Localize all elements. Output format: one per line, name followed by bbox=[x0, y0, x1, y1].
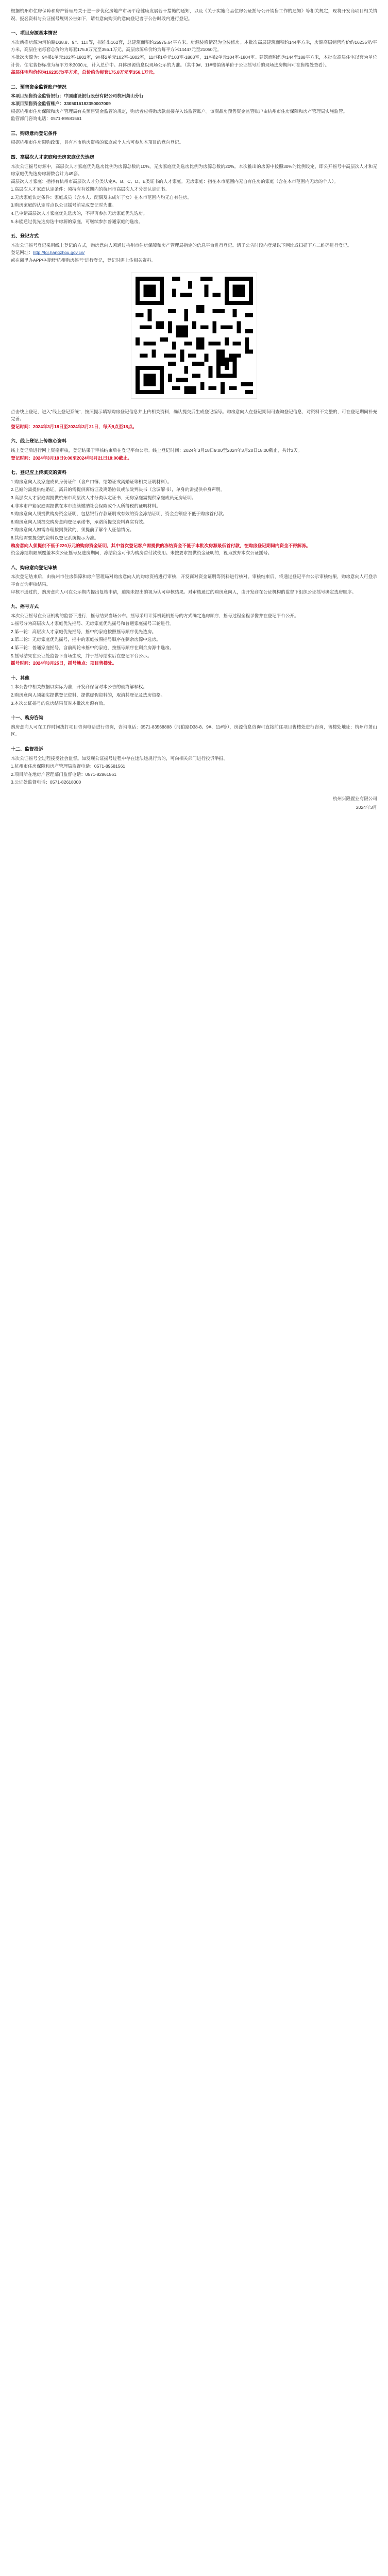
list-item: 1.摇号分为高层次人才家庭优先摇号、无房家庭优先摇号和普通家庭摇号三轮进行。 bbox=[11, 621, 174, 626]
section-title: 四、高层次人才家庭和无房家庭优先选房 bbox=[11, 154, 95, 160]
list-item: 3.高层次人才家庭需提供杭州市高层次人才分类认定证书，无房家庭需提供家庭成员无房证明。 bbox=[11, 495, 196, 500]
section-body-2: 高层次人才家庭：指持有杭州市高层次人才分类认定A、B、C、D、E类证书的人才家庭。无房家庭：指在本市范围内无自有住房的家庭（含在本市范围内无房的个人）。 bbox=[11, 178, 339, 184]
list-item: 2.第一轮：高层次人才家庭优先摇号，摇中的家庭按照摇号顺序优先选房。 bbox=[11, 629, 157, 634]
intro-paragraph: 根据杭州市住房保障和房产管理局关于进一步优化房地产市场平稳健康发展若干措施的通知，以及《关于实施商品住房公证摇号公开销售工作的通知》等相关规定，现将开发商项目相关情况、报名资料与公证摇号规则公告如下，请有意向购买的意向登记者于公告时段内进行登记。 bbox=[11, 8, 377, 21]
section-online-upload bbox=[11, 437, 377, 462]
list-item: 5.购房意向人须提供购房资金证明，包括银行存款证明或有效的资金冻结证明，资金金额应不低于购房首付款。 bbox=[11, 511, 227, 517]
list-item: 4.第三轮：普通家庭摇号，含前两轮未摇中的家庭，按摇号顺序在剩余房源中选房。 bbox=[11, 645, 174, 651]
qr-code-wrap bbox=[11, 273, 377, 399]
section-body: 点击线上登记，进入"线上登记系统"，按照提示填写购房登记信息并上传相关资料，确认提交后生成登记编号。购房意向人在登记期间可查询登记信息，对资料不完整的，可在登记期间补充完善。 bbox=[11, 409, 377, 422]
escrow-phone: 监管部门咨询电话：0571-89581561 bbox=[11, 116, 82, 122]
escrow-desc: 根据杭州市住房保障和房产管理局有关预售资金监管的规定，购房者应将购房款直接存入该监管账户。该商品房预售资金监管账户由杭州市住房保障和房产管理局实施监管。 bbox=[11, 108, 348, 114]
list-item: 3.公证处监督电话：0571-82618000 bbox=[11, 779, 81, 785]
list-item: 4.已申请高层次人才家庭优先选房的，不得再参加无房家庭优先选房。 bbox=[11, 211, 147, 216]
section-documents bbox=[11, 469, 377, 557]
section-eligibility bbox=[11, 130, 377, 146]
register-time-value: 2024年3月18日至2024年3月21日，每天9点至18点。 bbox=[32, 423, 137, 429]
section-body: 本次公证摇号登记采用线上登记的方式，购房意向人须通过杭州市住房保障和房产管理局指定的信息平台进行登记。请于公告时段内登录以下网址或扫描下方二维码进行登记。 bbox=[11, 242, 352, 248]
section-other bbox=[11, 674, 377, 707]
list-item: 1.购房意向人及家庭成员身份证件（含户口簿、结婚证或离婚证等相关证明材料）。 bbox=[11, 479, 172, 484]
section-title: 一、项目房源基本情况 bbox=[11, 30, 58, 36]
section-lottery bbox=[11, 603, 377, 667]
section-body: 本次新推房源为河伯路D38.8、9#、11#等，拟推出162套，总建筑面积约25975.64平方米。房源装修情况为全装修房。本批次高层建筑面积约144平方米，房源高层销售均价约16235元/平方米，高层住宅每套总价约为每套175.8万元至356.1万元，高层房源单价约为每平方米14447元至21050元。 bbox=[11, 39, 377, 53]
section-body: 本次登记结束后，由杭州市住房保障和房产管理局对购房意向人的购房资格进行审核，开发商对资金证明等资料进行核对。审核结束后，将通过登记平台公示审核结果，购房意向人可登录平台查询审核结果。 bbox=[11, 574, 377, 587]
section-title: 七、登记应上传填交的资料 bbox=[11, 470, 67, 476]
price-highlight: 高层住宅均价约为16235元/平方米，总价约为每套175.8万元至356.1万元。 bbox=[11, 70, 158, 75]
section-detail: 本批次房源为：9#楼1单元102室-1802室，9#楼2单元102室-1802室，11#楼1单元103室-1803室，11#楼2单元104室-1804室。建筑面积约为144至188平方米，本批次高层住宅以套为单位计价。住宅装修标准为每平方米3000元，计入总价中。具体房源信息以现场公示的为准。（其中9#、11#楼销售单价于公证摇号后的现场选房期间可在售楼处查看）。 bbox=[11, 54, 377, 67]
list-item: 2.项目所在地房产管理部门监督电话：0571-82861561 bbox=[11, 771, 116, 777]
qr-code-icon bbox=[136, 277, 253, 394]
section-supervision bbox=[11, 745, 377, 786]
register-site bbox=[11, 249, 377, 257]
signature-block bbox=[11, 794, 377, 812]
signature-company: 杭州兴隆置业有限公司 bbox=[333, 795, 377, 801]
register-time-label: 登记时间： bbox=[11, 423, 33, 429]
section-review bbox=[11, 564, 377, 596]
section-body: 本次公证摇号房源中，高层次人才家庭优先选房比例为房源总数的10%，无房家庭优先选房比例为房源总数的20%。本次推出的房源中按照30%的比例设定，即公开摇号中高层次人才和无房家庭优先选房房源数合计为49套。 bbox=[11, 163, 377, 177]
list-item: 6.购房意向人须提交购房意向登记承诺书，承诺所提交资料真实有效。 bbox=[11, 519, 147, 524]
register-note: 或在浙里办APP中搜索"杭州购房摇号"进行登记，登记时需上传相关资料。 bbox=[11, 258, 156, 263]
section-register-method bbox=[11, 232, 377, 264]
list-item: 3.第二轮：无房家庭优先摇号，摇中的家庭按照摇号顺序在剩余房源中选房。 bbox=[11, 637, 161, 642]
list-item: 7.购房意向人如需办理按揭贷款的，须提前了解个人征信情况。 bbox=[11, 527, 134, 533]
section-tail: 资金冻结期限须覆盖本次公证摇号及选房期间，冻结资金可作为购房首付款使用。未按要求提供资金证明的，视为放弃本次公证摇号。 bbox=[11, 550, 273, 556]
list-item: 8.其他需要提交的资料以登记系统提示为准。 bbox=[11, 535, 99, 540]
section-body: 根据杭州市住房限购政策，具有本市购房资格的家庭或个人均可参加本项目的意向登记。 bbox=[11, 140, 184, 145]
register-time bbox=[11, 423, 377, 431]
signature-date: 2024年3月 bbox=[356, 804, 377, 810]
section-title: 三、购房意向登记条件 bbox=[11, 130, 58, 136]
list-item: 2.购房意向人须如实提供登记资料，提供虚假资料的，取消其登记及选房资格。 bbox=[11, 692, 165, 698]
section-body: 本次公证摇号在公证机构的监督下进行，摇号结果当场公布。摇号采用计算机随机摇号的方式确定选房顺序，摇号过程全程录像并在登记平台公开。 bbox=[11, 613, 299, 618]
section-body: 购房意向人可在工作时间拨打项目咨询电话进行咨询，咨询电话：0571-83568888（河伯路D38-8、9#、11#等），房源信息咨询可直接前往项目售楼处进行咨询，售楼处地址：杭州市萧山区。 bbox=[11, 724, 377, 737]
section-escrow bbox=[11, 83, 377, 123]
section-body-2: 审核不通过的，购房意向人可在公示期内提出复核申请，逾期未提出的视为认可审核结果。对审核通过的购房意向人，由开发商在公证机构的监督下组织公证摇号确定选房顺序。 bbox=[11, 589, 357, 595]
fund-highlight: 购房意向人须提供不低于220万元的购房资金证明，其中首次登记客户需提供的冻结资金不低于本批次房源最低首付款，在购房登记期间内资金不得解冻。 bbox=[11, 543, 311, 548]
list-item: 1.高层次人才家庭认定条件：须持有有效期内的杭州市高层次人才分类认定证书。 bbox=[11, 187, 170, 192]
section-title: 十一、购房咨询 bbox=[11, 715, 44, 721]
section-title: 八、购房意向登记审核 bbox=[11, 565, 58, 570]
section-title: 六、线上登记上传核心资料 bbox=[11, 438, 67, 444]
section-register-steps bbox=[11, 408, 377, 431]
list-item: 1.本公告中相关数据以实际为准，开发商保留对本公告的最终解释权。 bbox=[11, 684, 147, 690]
section-title: 二、预售资金监管账户情况 bbox=[11, 84, 67, 90]
list-item: 1.杭州市住房保障和房产管理局监督电话：0571-89581561 bbox=[11, 764, 126, 769]
list-item: 3.本次公证摇号的选房结果仅对本批次房源有效。 bbox=[11, 700, 108, 706]
register-site-link[interactable]: http://fgj.hangzhou.gov.cn/ bbox=[32, 250, 85, 256]
section-consult bbox=[11, 714, 377, 738]
section-title: 五、登记方式 bbox=[11, 233, 39, 239]
list-item: 4.非本市户籍家庭需提供在本市连续缴纳社会保险或个人所得税的证明材料。 bbox=[11, 503, 161, 509]
online-time-highlight: 登记时间：2024年3月18日9:00至2024年3月21日18:00截止。 bbox=[11, 455, 132, 461]
escrow-account: 本项目预售资金监管账户：3305016182350007009 bbox=[11, 100, 111, 106]
section-priority bbox=[11, 154, 377, 225]
qr-code[interactable] bbox=[131, 273, 257, 399]
section-house-info bbox=[11, 29, 377, 76]
list-item: 5.未能通过优先选房选中房源的家庭，可继续参加普通家庭的选房。 bbox=[11, 218, 143, 224]
section-title: 十、其他 bbox=[11, 675, 30, 681]
escrow-bank: 本项目预售资金监管银行：中国建设银行股份有限公司杭州萧山分行 bbox=[11, 93, 144, 99]
list-item: 2.已婚的需提供结婚证，离异的需提供离婚证及离婚协议或法院判决书（含调解书），单身的需提供单身声明。 bbox=[11, 487, 225, 493]
list-item: 3.购房家庭的认定时点以公证摇号前完成登记时为准。 bbox=[11, 202, 116, 208]
lottery-highlight: 摇号时间：2024年3月25日，摇号地点：项目售楼处。 bbox=[11, 660, 117, 666]
list-item: 2.无房家庭认定条件：家庭成员（含本人、配偶及未成年子女）在本市范围内均无自有住房。 bbox=[11, 194, 192, 200]
section-body: 本次公证摇号全过程接受社会监督。如发现公证摇号过程中存在违法违规行为的，可向相关部门进行投诉举报。 bbox=[11, 755, 228, 761]
section-title: 十二、监督投诉 bbox=[11, 747, 44, 752]
register-site-label: 登记网址： bbox=[11, 250, 33, 256]
list-item: 5.摇号结果在公证处监督下当场生成，并于摇号结束后在登记平台公示。 bbox=[11, 653, 152, 658]
section-body: 线上登记后进行网上资格审核，登记结果于审核结束后在登记平台公示。线上登记时间：2024年3月18日9:00至2024年3月20日18:00截止，共计3天。 bbox=[11, 448, 302, 453]
section-title: 九、摇号方式 bbox=[11, 604, 39, 609]
